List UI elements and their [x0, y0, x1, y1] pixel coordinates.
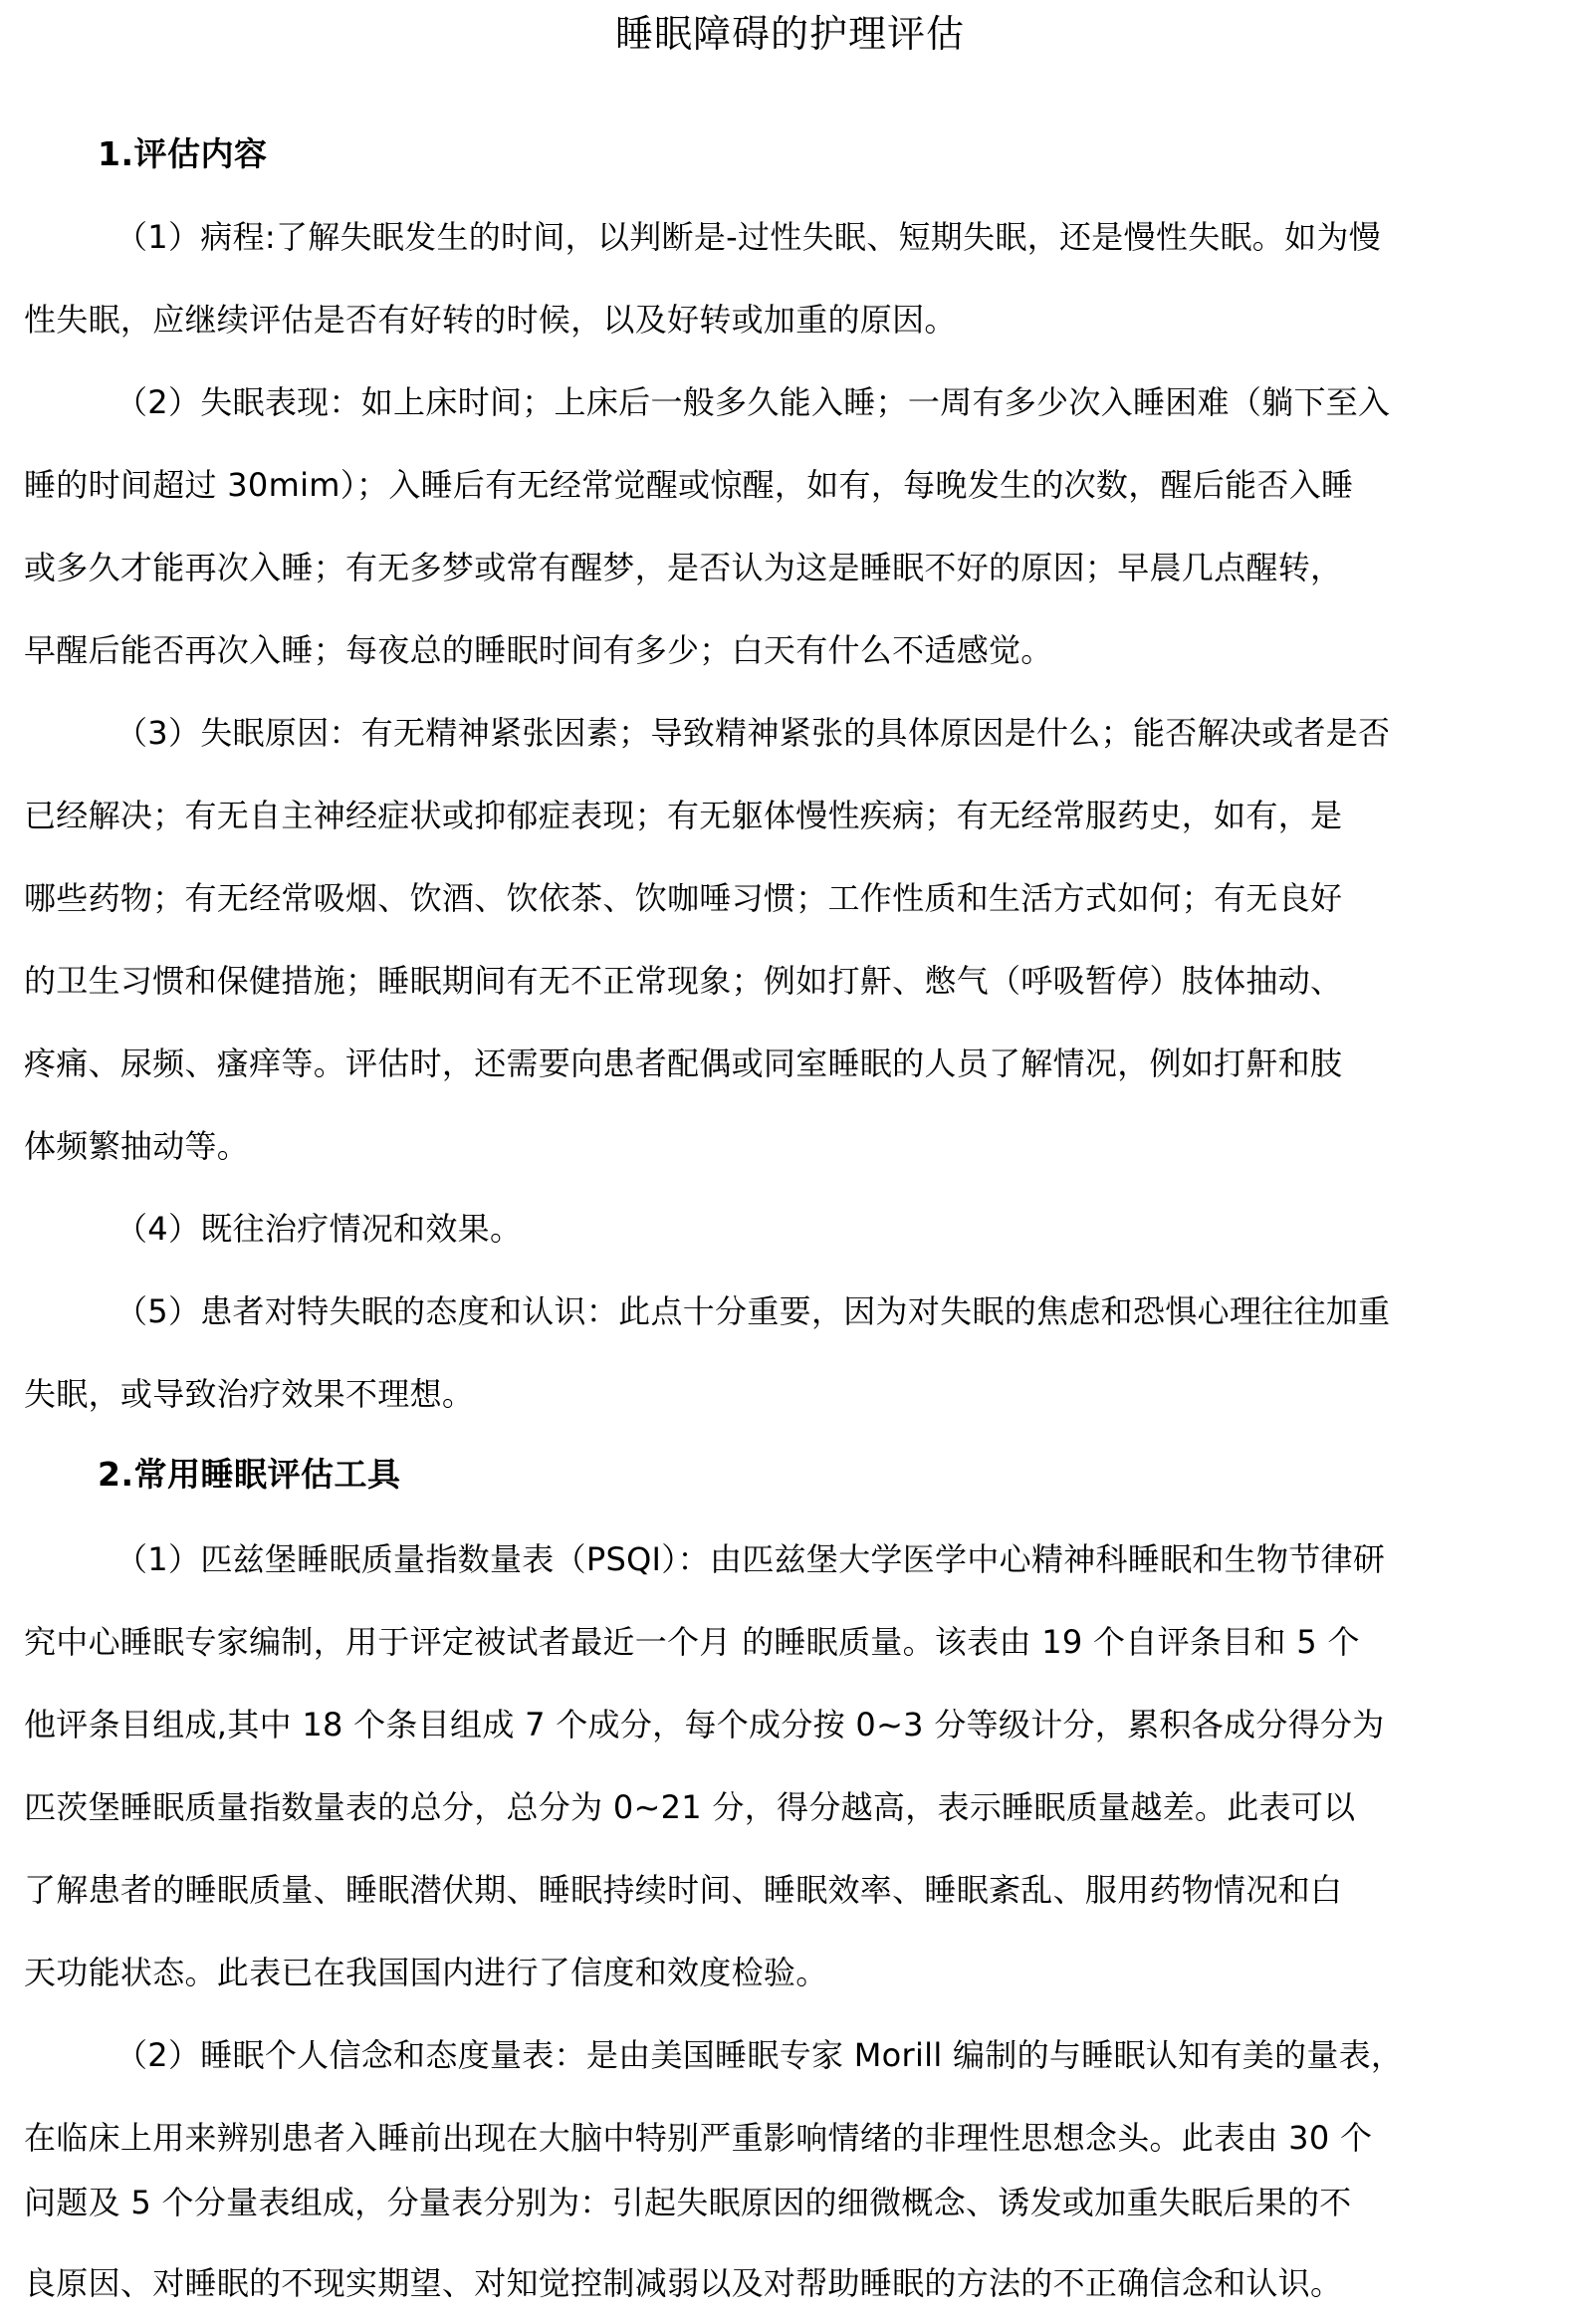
- section-heading-sleep-tools: 2.常用睡眠评估工具: [98, 1455, 401, 1494]
- paragraph-line: 体频繁抽动等。: [24, 1127, 250, 1165]
- paragraph-line: （1）病程:了解失眠发生的时间，以判断是-过性失眠、短期失眠，还是慢性失眠。如为慢: [115, 218, 1381, 256]
- paragraph-line: （1）匹兹堡睡眠质量指数量表（PSQI）：由匹兹堡大学医学中心精神科睡眠和生物节律研: [115, 1540, 1386, 1578]
- document-title: 睡眠障碍的护理评估: [614, 12, 965, 56]
- paragraph-line: （5）患者对特失眠的态度和认识：此点十分重要，因为对失眠的焦虑和恐惧心理往往加重: [115, 1292, 1391, 1330]
- paragraph-line: （3）失眠原因：有无精神紧张因素；导致精神紧张的具体原因是什么；能否解决或者是否: [115, 714, 1391, 752]
- paragraph-line: 的卫生习惯和保健措施；睡眠期间有无不正常现象；例如打鼾、憋气（呼吸暂停）肢体抽动、: [24, 962, 1343, 1000]
- paragraph-line: 早醒后能否再次入睡；每夜总的睡眠时间有多少；白天有什么不适感觉。: [24, 631, 1053, 669]
- paragraph-line: 或多久才能再次入睡；有无多梦或常有醒梦，是否认为这是睡眠不好的原因；早晨几点醒转，: [24, 549, 1343, 586]
- paragraph-line: 他评条目组成,其中 18 个条目组成 7 个成分，每个成分按 0~3 分等级计分，累积各成分得分为: [24, 1706, 1385, 1743]
- paragraph-line: 良原因、对睡眠的不现实期望、对知觉控制减弱以及对帮助睡眠的方法的不正确信念和认识。: [24, 2264, 1343, 2302]
- paragraph-line: 哪些药物；有无经常吸烟、饮酒、饮依茶、饮咖唾习惯；工作性质和生活方式如何；有无良好: [24, 879, 1343, 917]
- paragraph-line: 天功能状态。此表已在我国国内进行了信度和效度检验。: [24, 1954, 828, 1991]
- paragraph-line: 究中心睡眠专家编制，用于评定被试者最近一个月 的睡眠质量。该表由 19 个自评条目和 5 个: [24, 1623, 1360, 1661]
- paragraph-line: 在临床上用来辨别患者入睡前出现在大脑中特别严重影响情绪的非理性思想念头。此表由 30 个: [24, 2119, 1373, 2157]
- paragraph-line: 已经解决；有无自主神经症状或抑郁症表现；有无躯体慢性疾病；有无经常服药史，如有，是: [24, 797, 1343, 834]
- paragraph-line: （4）既往治疗情况和效果。: [115, 1210, 523, 1248]
- section-heading-assessment-content: 1.评估内容: [98, 134, 268, 173]
- paragraph-line: （2）睡眠个人信念和态度量表：是由美国睡眠专家 Morill 编制的与睡眠认知有美的量表，: [115, 2036, 1404, 2074]
- paragraph-line: 睡的时间超过 30mim）；入睡后有无经常觉醒或惊醒，如有，每晚发生的次数，醒后能否入睡: [24, 466, 1354, 504]
- paragraph-line: 性失眠，应继续评估是否有好转的时候，以及好转或加重的原因。: [24, 301, 957, 339]
- paragraph-line: 匹茨堡睡眠质量指数量表的总分，总分为 0~21 分，得分越高，表示睡眠质量越差。此表可以: [24, 1788, 1356, 1826]
- paragraph-line: 了解患者的睡眠质量、睡眠潜伏期、睡眠持续时间、睡眠效率、睡眠紊乱、服用药物情况和白: [24, 1871, 1343, 1909]
- paragraph-line: （2）失眠表现：如上床时间；上床后一般多久能入睡；一周有多少次入睡困难（躺下至入: [115, 383, 1391, 421]
- paragraph-line: 失眠，或导致治疗效果不理想。: [24, 1375, 475, 1413]
- paragraph-line: 问题及 5 个分量表组成，分量表分别为：引起失眠原因的细微概念、诱发或加重失眠后果的不: [24, 2184, 1352, 2221]
- paragraph-line: 疼痛、尿频、瘙痒等。评估时，还需要向患者配偶或同室睡眠的人员了解情况，例如打鼾和肢: [24, 1045, 1343, 1082]
